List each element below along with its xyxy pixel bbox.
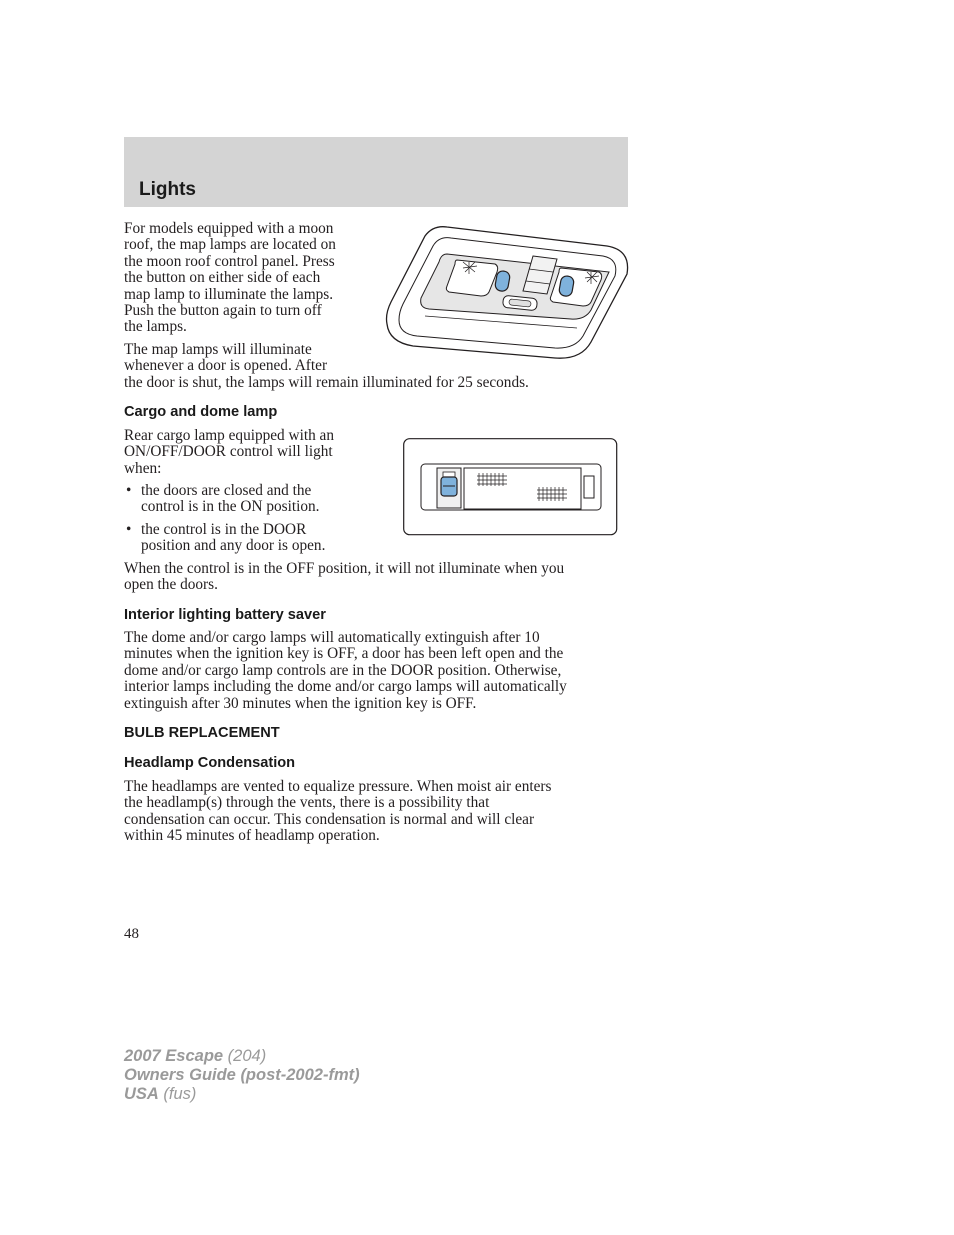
section-heading: Interior lighting battery saver <box>124 607 326 623</box>
text-line: Push the button again to turn off <box>124 302 322 320</box>
overhead-console-illustration <box>385 224 631 362</box>
text-line: minutes when the ignition key is OFF, a door has been left open and the <box>124 645 564 663</box>
text-line: the button on either side of each <box>124 269 321 287</box>
text-line: The dome and/or cargo lamps will automatically extinguish after 10 <box>124 629 540 646</box>
cargo-lamp-illustration <box>403 438 618 536</box>
text-line: condensation can occur. This condensation is normal and will clear <box>124 810 535 828</box>
text-line: • the control is in the DOOR <box>141 520 307 538</box>
text-line: when: <box>124 459 162 477</box>
text-line: When the control is in the OFF position, it will not illuminate when you <box>124 560 565 577</box>
text-line: The headlamps are vented to equalize pressure. When moist air enters <box>124 778 552 795</box>
document-footer <box>124 1047 360 1104</box>
text-line: the lamps. <box>124 318 187 336</box>
text-line: within 45 minutes of headlamp operation. <box>124 827 380 845</box>
cargo-outro <box>124 561 628 594</box>
text-line: ON/OFF/DOOR control will light <box>124 443 333 461</box>
text-line: roof, the map lamps are located on <box>124 236 336 254</box>
text-line: the headlamp(s) through the vents, there is a possibility that <box>124 794 490 812</box>
text-line: • the doors are closed and the <box>141 482 312 499</box>
footer-line <box>124 1066 360 1085</box>
text-line: extinguish after 30 minutes when the ignition key is OFF. <box>124 694 477 712</box>
map-lamp-paragraph-1 <box>124 221 374 336</box>
cargo-condition-list <box>124 483 384 555</box>
footer-market-code: (fus) <box>158 1085 197 1103</box>
text-line: open the doors. <box>124 576 218 594</box>
footer-line <box>124 1085 360 1104</box>
battery-saver-paragraph <box>124 630 628 712</box>
page-title: Lights <box>139 179 196 200</box>
text-line: Rear cargo lamp equipped with an <box>124 427 334 444</box>
text-line: dome and/or cargo lamp controls are in the DOOR position. Otherwise, <box>124 661 562 679</box>
page-number: 48 <box>124 926 139 942</box>
list-item <box>124 522 384 555</box>
text-line: The map lamps will illuminate <box>124 341 312 358</box>
text-line: interior lamps including the dome and/or cargo lamps will automatically <box>124 678 567 696</box>
list-item <box>124 483 384 516</box>
section-heading: Headlamp Condensation <box>124 755 296 771</box>
footer-model: 2007 Escape <box>124 1047 224 1065</box>
text-line: control is in the ON position. <box>141 498 320 516</box>
section-heading: Cargo and dome lamp <box>124 404 278 420</box>
condensation-paragraph <box>124 779 628 845</box>
footer-line <box>124 1047 360 1066</box>
footer-market: USA <box>124 1085 159 1103</box>
section-header-band <box>124 137 628 207</box>
text-line: the moon roof control panel. Press <box>124 252 335 270</box>
text-line: position and any door is open. <box>141 537 326 555</box>
footer-model-code: (204) <box>223 1047 267 1065</box>
text-line: map lamp to illuminate the lamps. <box>124 285 334 303</box>
section-heading: BULB REPLACEMENT <box>124 725 280 741</box>
cargo-intro <box>124 428 374 477</box>
footer-guide: Owners Guide (post-2002-fmt) <box>124 1066 360 1084</box>
text-line: the door is shut, the lamps will remain illuminated for 25 seconds. <box>124 373 529 391</box>
text-line: whenever a door is opened. After <box>124 357 328 375</box>
text-line: For models equipped with a moon <box>124 220 334 237</box>
